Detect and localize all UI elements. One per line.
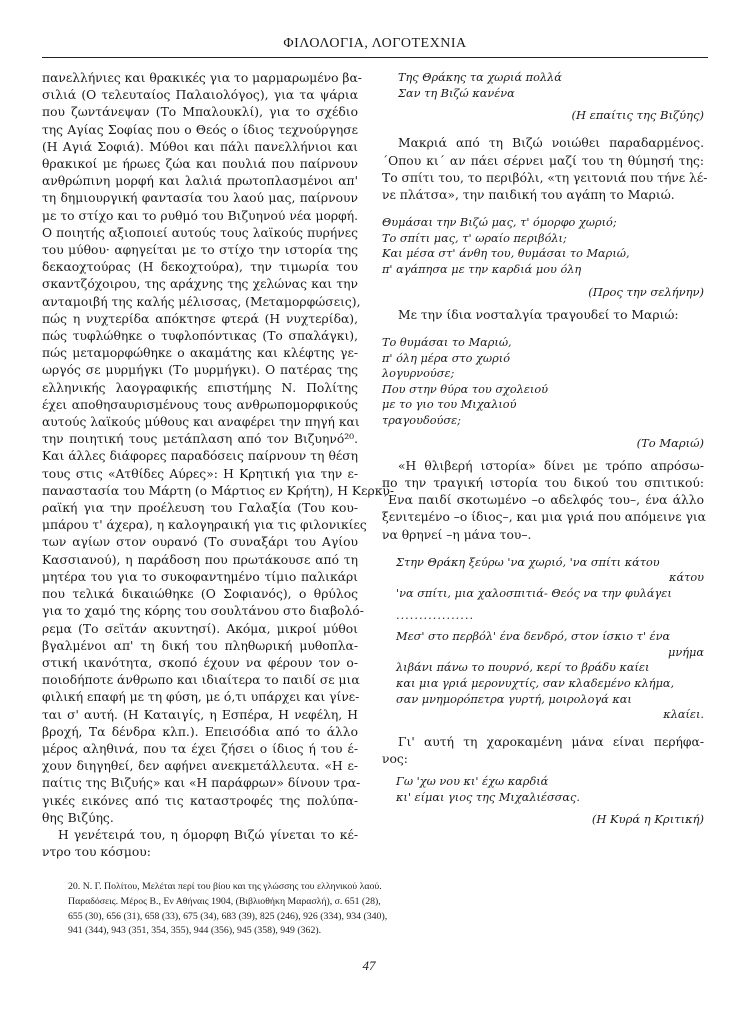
text-line: πώς τυφλώθηκε ο τυφλοπόντικας (Το σπαλάγκι), <box>42 329 358 344</box>
text-line: Ο ποιητής αξιοποιεί αυτούς τους λαϊκούς πυρήνες <box>42 225 358 240</box>
text-line: χουν διηγηθεί, δεν αφήνει ανεκμετάλλευτα. «Η ε- <box>42 759 358 774</box>
verse-line: Γω 'χω νου κι' έχω καρδιά <box>396 775 549 789</box>
verse-line: τραγουδούσε; <box>382 413 461 427</box>
text-line: βγαλμένοι απ' τη δική του πληθωρική μυθοπλα- <box>42 638 358 653</box>
text-line: μέρος αληθινά, που τα έχει ζήσει ο ίδιος ή του έ- <box>42 741 358 756</box>
poem-attribution: (Το Μαριώ) <box>636 435 704 450</box>
text-line: σιλιά (Ο τελευταίος Παλαιολόγος), για τα ψάρια <box>42 88 358 103</box>
verse-block <box>382 555 704 723</box>
text-line: να θρηνεί –η μάνα του–. <box>382 527 532 542</box>
verse-block <box>382 70 704 101</box>
poem-attribution: (Προς την σελήνην) <box>588 284 704 299</box>
text-line: δεκαοχτούρας (Η δεκοχτούρα), την τιμωρία του <box>42 260 358 275</box>
text-line: πώς μεταμορφώθηκε ο ακαμάτης και κλέφτης γε- <box>42 346 358 361</box>
text-line: Γι' αυτή τη χαροκαμένη μάνα είναι περήφα- <box>398 734 704 749</box>
ellipsis-dots: ................. <box>396 608 475 622</box>
verse-line: λογυρνούσε; <box>382 367 455 381</box>
text-line: Η γενέτειρά του, η όμορφη Βιζώ γίνεται το κέ- <box>58 827 358 842</box>
text-line: βροχή, Τα δένδρα κλπ.). Επεισόδια από το άλλο <box>42 724 358 739</box>
verse-line: Στην Θράκη ξεύρω 'να χωριό, 'να σπίτι κάτου <box>396 555 660 569</box>
verse-line: κι' είμαι γιος της Μιχαλιέσσας. <box>396 790 580 804</box>
text-line: τους στις «Ατθίδες Αύρες»: Η Κρητική για την ε- <box>42 466 358 481</box>
text-line: έχει αποθησαυρισμένους τους ανθρωπομορφικούς <box>42 397 358 412</box>
text-line: ξενιτεμένο –ο ίδιος–, και μια γριά που απόμεινε για <box>382 510 706 525</box>
text-line: τη δημιουργική φαντασία του λαού μας, παίρνουν <box>42 191 358 206</box>
verse-block <box>382 774 704 805</box>
verse-line-continuation: κάτου <box>669 571 704 585</box>
text-line: θρακικοί με ήρωες ζώα και πουλιά που παίρνουν <box>42 157 358 172</box>
footnote-line: 20. Ν. Γ. Πολίτου, Μελέται περί του βίου και της γλώσσης του ελληνικού λαού. <box>68 881 382 892</box>
text-line: ανθρώπινη μορφή και λαλιά πρωτοπλασμένοι απ' <box>42 174 358 189</box>
verse-block <box>382 215 704 277</box>
verse-line: Της Θράκης τα χωριά πολλά <box>398 71 562 84</box>
verse-line: π' όλη μέρα στο χωριό <box>382 351 510 365</box>
footnote <box>68 880 608 939</box>
text-line: ται σ' αυτή. (Η Καταιγίς, η Εσπέρα, Η νεφέλη, Η <box>42 707 358 722</box>
verse-line: Μεσ' στο περβόλ' ένα δενδρό, στον ίσκιο τ' ένα <box>396 630 671 644</box>
text-line: με το στίχο και το ρυθμό του Βιζυηνού νέα μορφή. <box>42 208 358 223</box>
text-line: νος: <box>382 751 408 766</box>
text-line: νε πλάτσα», την παιδική του αγάπη το Μαριώ. <box>382 188 675 202</box>
verse-block <box>382 335 704 429</box>
paragraph <box>382 135 708 204</box>
text-line: αυτούς λαϊκούς μύθους και αναφέρει την πηγή και <box>42 415 360 430</box>
verse-line: Που στην θύρα του σχολειού <box>382 382 549 396</box>
text-line: Και άλλες διάφορες παραδόσεις παίρνουν τη θέση <box>42 449 358 464</box>
footnote-line: 941 (344), 943 (351, 354, 355), 944 (356), 945 (358), 949 (362). <box>68 925 322 937</box>
text-line: ελληνικής λαογραφικής επιστήμης Ν. Πολίτης <box>42 380 358 395</box>
text-line: παναστασία του Μάρτη (ο Μάρτιος εν Κρήτη), Η Κερκυ- <box>42 483 395 498</box>
verse-line: Το σπίτι μας, τ' ωραίο περιβόλι; <box>382 231 567 245</box>
text-line: πώς η νυχτερίδα απόκτησε φτερά (Η νυχτερίδα), <box>42 311 358 326</box>
verse-line: Σαν τη Βιζώ κανένα <box>398 86 515 100</box>
text-line: ανταμοιβή της καλής μέλισσας, (Μεταμορφώσεις), <box>42 294 361 309</box>
verse-line: και μια γριά μερονυχτίς, σαν κλαδεμένο κλήμα, <box>396 676 675 690</box>
verse-line-continuation: κλαίει. <box>663 708 704 722</box>
text-line: ΄Ενα παιδί σκοτωμένο –ο αδελφός του–, ένα άλλο <box>382 493 704 508</box>
text-line: στική ικανότητα, σκοπό έχουν να φέρουν τον ο- <box>42 655 358 670</box>
text-line: Το σπίτι του, το περιβόλι, «τη γειτονιά που τήνε λέ- <box>382 170 708 185</box>
header-rule <box>42 57 708 58</box>
verse-line: Και μέσα στ' άνθη του, θυμάσαι το Μαριώ, <box>382 247 630 261</box>
text-line: (Η Αγιά Σοφιά). Μύθοι και πάλι πανελλήνιοι και <box>42 139 358 154</box>
verse-line: π' αγάπησα με την καρδιά μου όλη <box>382 262 582 276</box>
text-line: σκαντζόχοιρου, της αράχνης της χελώνας και την <box>42 277 358 292</box>
text-line: που ζωντάνεψαν (Το Μπαλουκλί), για το σχέδιο <box>42 105 358 120</box>
text-line: ΄Οπου κι΄ αν πάει σέρνει μαζί του τη θύμησή της: <box>382 153 704 168</box>
verse-line: Θυμάσαι την Βιζώ μας, τ' όμορφο χωριό; <box>382 216 617 230</box>
text-line: ντρο του κόσμου: <box>42 845 151 860</box>
text-line: της Αγίας Σοφίας που ο Θεός ο ίδιος τεχνούργησε <box>42 122 358 137</box>
text-line: θης Βιζύης. <box>42 810 114 825</box>
text-line: παίτις της Βιζυής» και «Η παράφρων» δίνουν τρα- <box>42 776 361 791</box>
text-line: Μακριά από τη Βιζώ νοιώθει παραδαρμένος. <box>398 136 704 151</box>
poem-attribution: (Η Κυρά η Κριτική) <box>591 812 704 827</box>
text-line: μπάρου τ' άχερα), η καλογηραική για τις φιλονικίες <box>42 518 367 533</box>
text-line: του μύθου· αφηγείται με το στίχο την ιστορία της <box>42 243 358 258</box>
paragraph <box>382 734 704 768</box>
text-line: που τελικά δικαιώθηκε (Ο Σοφιανός), ο θρύλος <box>42 587 358 602</box>
text-line: ποιοδήποτε άνθρωπο και ιδιαίτερα το παιδί σε μια <box>42 673 360 688</box>
verse-line: Το θυμάσαι το Μαριώ, <box>382 335 512 349</box>
footnote-line: 655 (30), 656 (31), 658 (33), 675 (34), 683 (39), 825 (246), 926 (334), 934 (340), <box>68 910 388 922</box>
text-line: ραϊκή για την προέλευση του Γαλαξία (Του κου- <box>42 501 358 516</box>
text-line: ρεμα (Το σεϊτάν ακυντησί). Ακόμα, μικροί μύθοι <box>42 621 358 636</box>
verse-line: λιβάνι πάνω το πουρνό, κερί το βράδυ καίει <box>396 661 650 675</box>
text-line: γικές εικόνες από τις καταστροφές της πολύπα- <box>42 793 358 808</box>
text-line: μητέρα του για το συκοφαντημένο τίμιο παλικάρι <box>42 569 358 584</box>
text-line: Με την ίδια νοσταλγία τραγουδεί το Μαριώ: <box>398 307 679 322</box>
text-line: πανελλήνιες και θρακικές για το μαρμαρωμένο βα- <box>42 71 362 85</box>
text-line: Κασσιανού), η παράδοση που πρωτάκουσε από τη <box>42 552 358 567</box>
running-head: ΦΙΛΟΛΟΓΙΑ, ΛΟΓΟΤΕΧΝΙΑ <box>283 36 467 51</box>
page-number: 47 <box>362 958 376 973</box>
text-line: «Η θλιβερή ιστορία» δίνει με τρόπο απρόσω- <box>398 458 704 473</box>
verse-line-continuation: μνήμα <box>668 645 704 659</box>
poem-attribution: (Η επαίτις της Βιζύης) <box>571 108 704 123</box>
text-line: για το χαμό της κόρης του σουλτάνου στο διαβολό- <box>42 604 364 619</box>
text-line: ωργός σε μυρμήγκι (Το μυρμήγκι). Ο πατέρας της <box>42 363 358 378</box>
text-line: την ποιητική τους μετάπλαση από τον Βιζυηνό²⁰. <box>42 432 358 447</box>
text-line: φιλική επαφή με τη φύση, με ό,τι υπάρχει και γίνε- <box>42 690 360 705</box>
verse-line: 'να σπίτι, μια χαλοσπιτιά- Θεός να την φυλάγει <box>396 586 672 600</box>
verse-line: σαν μνημορόπετρα γυρτή, μοιρολογά και <box>396 692 632 706</box>
text-line: των αγίων στον ουρανό (Το συναξάρι του Αγίου <box>42 535 358 550</box>
verse-line: με το γιο του Μιχαλιού <box>382 398 517 412</box>
text-line: πο την τραγική ιστορία του δικού του σπιτικού: <box>382 475 704 490</box>
footnote-line: Παραδόσεις. Μέρος Β., Εν Αθήναις 1904, (Βιβλιοθήκη Μαρασλή), σ. 651 (28), <box>68 895 381 907</box>
right-column <box>382 70 708 829</box>
paragraph <box>382 458 704 544</box>
